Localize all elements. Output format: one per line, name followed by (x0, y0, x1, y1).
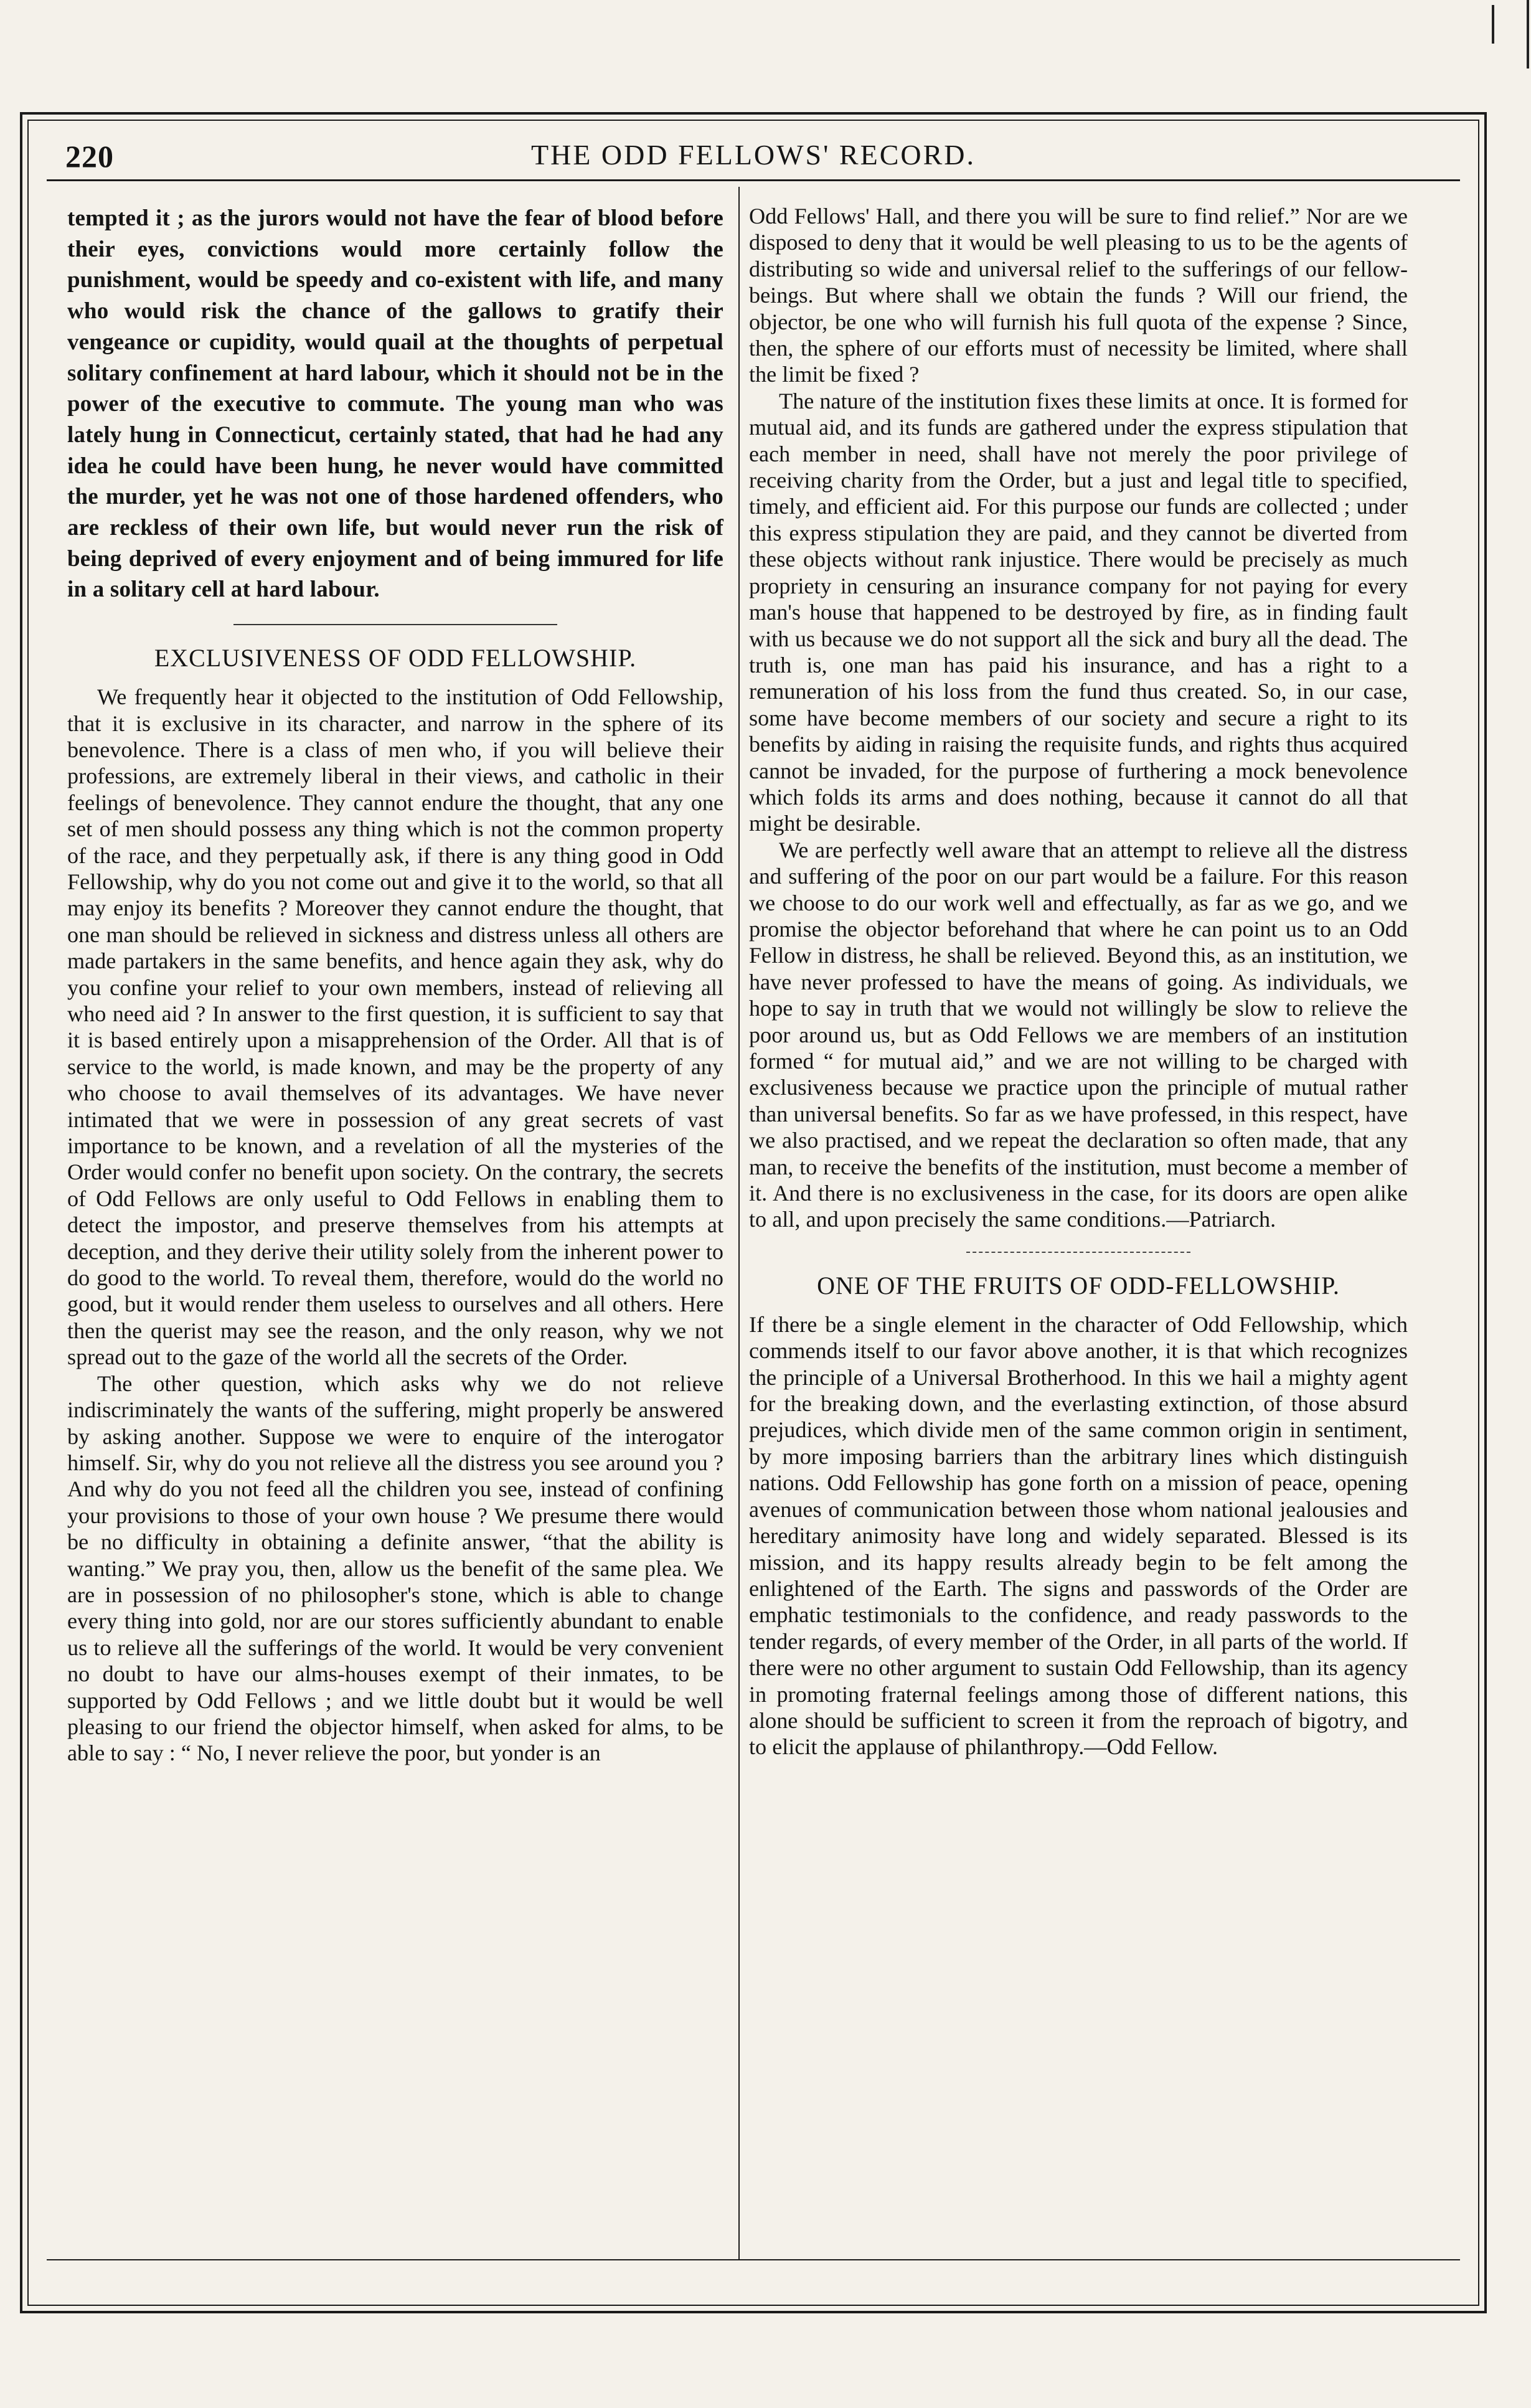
article-paragraph: Odd Fellows' Hall, and there you will be sure to find relief.” Nor are we disposed to deny that it would be well pleasing to us to be the agents of distributing so wide and universal relief to the sufferings of our fellow-beings. But where shall we obtain the funds ? Will our friend, the objector, be one who will furnish his full quota of the expense ? Since, then, the sphere of our efforts must of necessity be limited, where shall the limit be fixed ? (749, 204, 1408, 387)
left-column (67, 203, 723, 1767)
section-divider (233, 624, 557, 625)
article-paragraph-text: there be a single element in the character of Odd Fellowship, which commends itself to our favor above another, it is that which recognizes the principle of a Universal Brotherhood. In this we hail a mighty agent for the breaking down, and the everlasting extinction, of those absurd prejudices, which divide men of the same common origin in sentiment, by more imposing barriers than the arbitrary lines which distinguish nations. Odd Fellowship has gone forth on a mission of peace, opening avenues of communication between those whom national jealousies and hereditary animosity have long and widely separated. Blessed is its mission, and its happy results already begin to be felt among the enlightened of the Earth. The signs and passwords of the Order are emphatic testimonials to the confidence, and ready passwords to the tender regards, of every member of the Order, in all parts of the world. If there were no other argument to sustain Odd Fellowship, than its agency in promoting fraternal feelings among those of different nations, this alone should be sufficient to screen it from the reproach of bigotry, and to elicit the applause of philanthropy.—Odd Fellow. (749, 1311, 1408, 1760)
article-paragraph: We frequently hear it objected to the institution of Odd Fellowship, that it is exclusive in its character, and narrow in the sphere of its benevolence. There is a class of men who, if you will believe their professions, are extremely liberal in their views, and catholic in their feelings of benevolence. They cannot endure the thought, that any one set of men should possess any thing which is not the common property of the race, and they perpetually ask, if there is any thing good in Odd Fellowship, why do you not come out and give it to the world, so that all may enjoy its benefits ? Moreover they cannot endure the thought, that one man should be relieved in sickness and distress unless all others are made partakers in the same benefits, and hence again they ask, why do you confine your relief to your own members, instead of relieving all who need aid ? In answer to the first question, it is sufficient to say that it is based entirely upon a misapprehension of the Order. All that is of service to the world, is made known, and may be the property of any who choose to avail themselves of its advantages. We have never intimated that we were in possession of any great secrets of vast importance to be known, and a revelation of all the mysteries of the Order would confer no benefit upon society. On the contrary, the secrets of Odd Fellows are only useful to Odd Fellows in enabling them to detect the impostor, and preserve themselves from his attempts at deception, and they derive their utility solely from the inherent power to do good to the world. To reveal them, therefore, would do the world no good, but it would render them useless to ourselves and all others. Here then the querist may see the reason, and the only reason, why we not spread out to the gaze of the world all the secrets of the Order. (67, 684, 723, 1370)
right-column (749, 203, 1408, 1760)
article-paragraph: The nature of the institution fixes these limits at once. It is formed for mutual aid, and its funds are gathered under the express stipulation that each member in need, shall have not merely the poor privilege of receiving charity from the Order, but a just and legal title to specified, timely, and efficient aid. For this purpose our funds are collected ; under this express stipulation they are paid, and they cannot be diverted from these objects without rank injustice. There would be precisely as much propriety in censuring an insurance company for not paying for every man's house that happened to be destroyed by fire, as in finding fault with us because we do not support all the sick and bury all the dead. The truth is, one man has paid his insurance, and has a right to a remuneration of his loss from the fund thus created. So, in our case, some have become members of our society and secure a right to its benefits by aiding in raising the requisite funds, and rights thus acquired cannot be invaded, for the purpose of furthering a mock benevolence which folds its arms and does nothing, because it cannot do all that might be desirable. (749, 388, 1408, 836)
article-title: ONE OF THE FRUITS OF ODD-FELLOWSHIP. (817, 1271, 1340, 1300)
scan-edge-mark (1492, 5, 1494, 44)
column-divider (738, 187, 740, 2260)
continued-paragraph: tempted it ; as the jurors would not have the fear of blood before their eyes, convictions would more certainly follow the punishment, would be speedy and co-existent with life, and many who would risk the chance of the gallows to gratify their vengeance or cupidity, would quail at the thoughts of perpetual solitary confinement at hard labour, which it should not be in the power of the executive to commute. The young man who was lately hung in Connecticut, certainly stated, that had he had any idea he could have been hung, he never would have committed the murder, yet he was not one of those hardened offenders, who are reckless of their own life, but would never run the risk of being deprived of every enjoyment and of being immured for life in a solitary cell at hard labour. (67, 205, 723, 603)
article-paragraph (749, 1311, 1408, 1760)
article-title: EXCLUSIVENESS OF ODD FELLOWSHIP. (154, 644, 637, 673)
drop-cap: If (749, 1311, 765, 1337)
header-rule (47, 179, 1460, 181)
page-header (47, 136, 1460, 179)
scan-edge-mark (1527, 0, 1529, 68)
article-paragraph: We are perfectly well aware that an attempt to relieve all the distress and suffering of the poor on our part would be a failure. For this reason we choose to do our work well and effectually, as far as we go, and we promise the objector beforehand that where he can point us to an Odd Fellow in distress, he shall be relieved. Beyond this, as an institution, we have never professed to have the means of going. As individuals, we hope to say in truth that we would not willingly be slow to relieve the poor around us, but as Odd Fellows we are members of an institution formed “ for mutual aid,” and we are not willing to be charged with exclusiveness because we practice upon the principle of mutual rather than universal benefits. So far as we have professed, in this respect, have we also practised, and we repeat the declaration so often made, that any man, to receive the benefits of the institution, must become a member of it. And there is no exclusiveness in the case, for its doors are open alike to all, and upon precisely the same conditions.—Patriarch. (749, 837, 1408, 1232)
section-divider (966, 1252, 1190, 1253)
page-number: 220 (65, 139, 114, 174)
bottom-rule (47, 2259, 1460, 2260)
running-title: THE ODD FELLOWS' RECORD. (530, 139, 976, 171)
article-paragraph: The other question, which asks why we do not relieve indiscriminately the wants of the suffering, might properly be answered by asking another. Suppose we were to enquire of the interogator himself. Sir, why do you not relieve all the distress you see around you ? And why do you not feed all the children you see, instead of confining your provisions to those of your own house ? We presume there would be no difficulty in obtaining a definite answer, “that the ability is wanting.” We pray you, then, allow us the benefit of the same plea. We are in possession of no philosopher's stone, which is able to change every thing into gold, nor are our stores sufficiently abundant to enable us to relieve all the sufferings of the world. It would be very convenient no doubt to have our alms-houses exempt of their inmates, to be supported by Odd Fellows ; and we little doubt but it would be well pleasing to our friend the objector himself, when asked for alms, to be able to say : “ No, I never relieve the poor, but yonder is an (67, 1371, 723, 1766)
